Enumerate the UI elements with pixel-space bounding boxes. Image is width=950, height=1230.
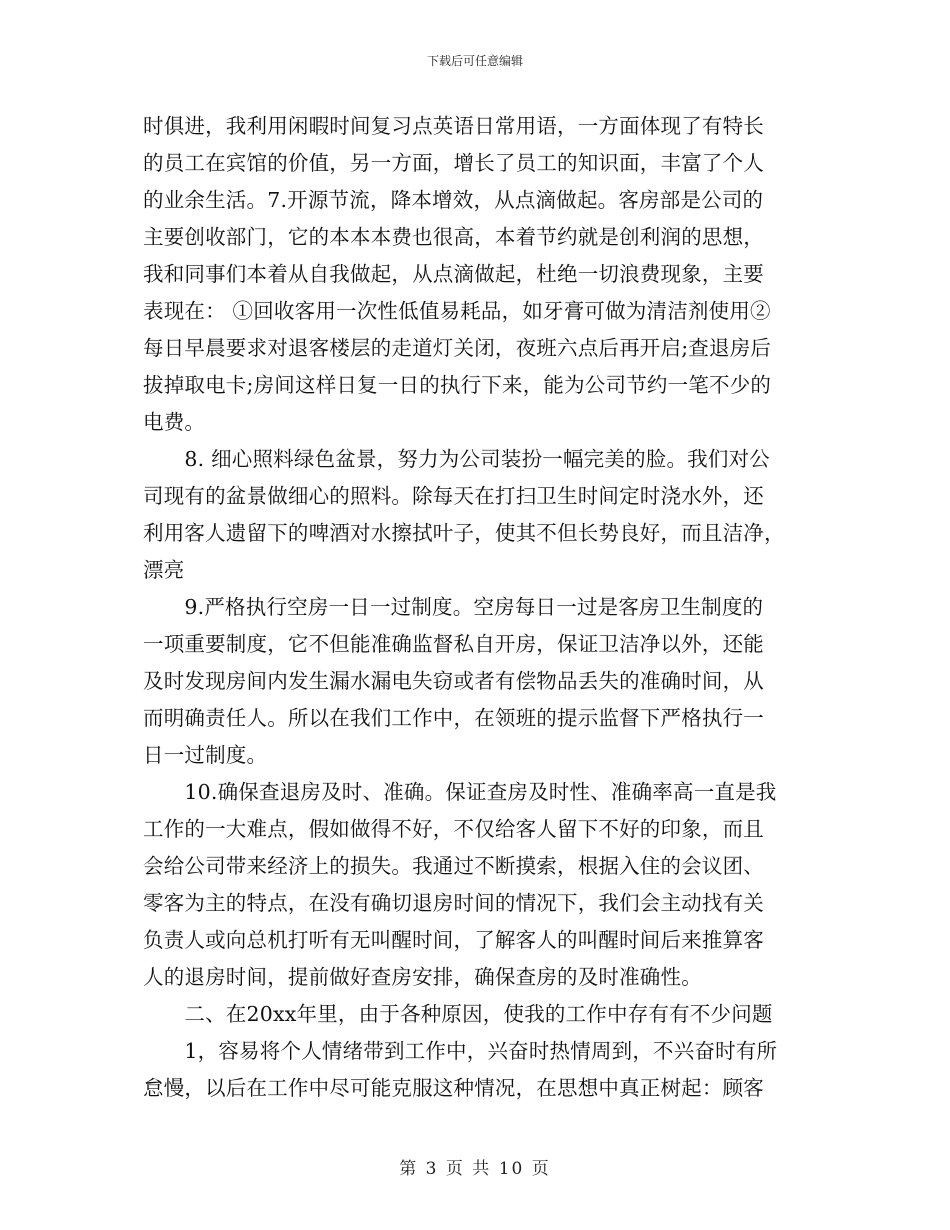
text-line: 拔掉取电卡;房间这样日复一日的执行下来，能为公司节约一笔不少的 [143, 373, 772, 397]
text-line: 二、在20xx年里，由于各种原因，使我的工作中存有有不少问题 [143, 1002, 773, 1026]
page-header-note: 下载后可任意编辑 [426, 54, 523, 68]
text-line: 负责人或向总机打听有无叫醒时间，了解客人的叫醒时间后来推算客 [143, 928, 764, 952]
text-line: 零客为主的特点，在没有确切退房时间的情况下，我们会主动找有关 [143, 891, 764, 915]
text-line: 日一过制度。 [143, 743, 268, 767]
text-line: 9.严格执行空房一日一过制度。空房每日一过是客房卫生制度的 [143, 595, 764, 619]
text-line: 主要创收部门，它的本本本费也很高，本着节约就是创利润的思想， [143, 225, 764, 249]
text-line: 会给公司带来经济上的损失。我通过不断摸索，根据入住的会议团、 [143, 854, 764, 878]
text-line: 电费。 [143, 410, 206, 434]
body-text [143, 108, 807, 1107]
text-line: 工作的一大难点，假如做得不好，不仅给客人留下不好的印象，而且 [143, 817, 764, 841]
text-line: 司现有的盆景做细心的照料。除每天在打扫卫生时间定时浇水外，还 [143, 484, 764, 508]
text-line: 表现在： ①回收客用一次性低值易耗品，如牙膏可做为清洁剂使用② [143, 299, 771, 323]
text-line: 的业余生活。7.开源节流，降本增效，从点滴做起。客房部是公司的 [143, 188, 764, 212]
text-line: 时俱进，我利用闲暇时间复习点英语日常用语，一方面体现了有特长 [143, 114, 764, 138]
text-line: 的员工在宾馆的价值，另一方面，增长了员工的知识面，丰富了个人 [143, 151, 764, 175]
page-number-footer: 第 3 页 共 10 页 [399, 1159, 551, 1179]
text-line: 而明确责任人。所以在我们工作中，在领班的提示监督下严格执行一 [143, 706, 764, 730]
text-line: 一项重要制度，它不但能准确监督私自开房，保证卫洁净以外，还能 [143, 632, 764, 656]
text-line: 每日早晨要求对退客楼层的走道灯关闭，夜班六点后再开启;查退房后 [143, 336, 772, 360]
text-line: 我和同事们本着从自我做起，从点滴做起，杜绝一切浪费现象，主要 [143, 262, 764, 286]
text-line: 1，容易将个人情绪带到工作中，兴奋时热情周到，不兴奋时有所 [143, 1039, 778, 1063]
text-line: 漂亮 [143, 558, 185, 582]
text-line: 8. 细心照料绿色盆景，努力为公司装扮一幅完美的脸。我们对公 [143, 447, 770, 471]
text-line: 人的退房时间，提前做好查房安排，确保查房的及时准确性。 [143, 965, 702, 989]
text-line: 怠慢，以后在工作中尽可能克服这种情况，在思想中真正树起：顾客 [143, 1076, 764, 1100]
text-line: 及时发现房间内发生漏水漏电失窃或者有偿物品丢失的准确时间，从 [143, 669, 764, 693]
text-line: 10.确保查退房及时、准确。保证查房及时性、准确率高一直是我 [143, 780, 777, 804]
text-line: 利用客人遗留下的啤酒对水擦拭叶子，使其不但长势良好，而且洁净， [143, 521, 785, 545]
